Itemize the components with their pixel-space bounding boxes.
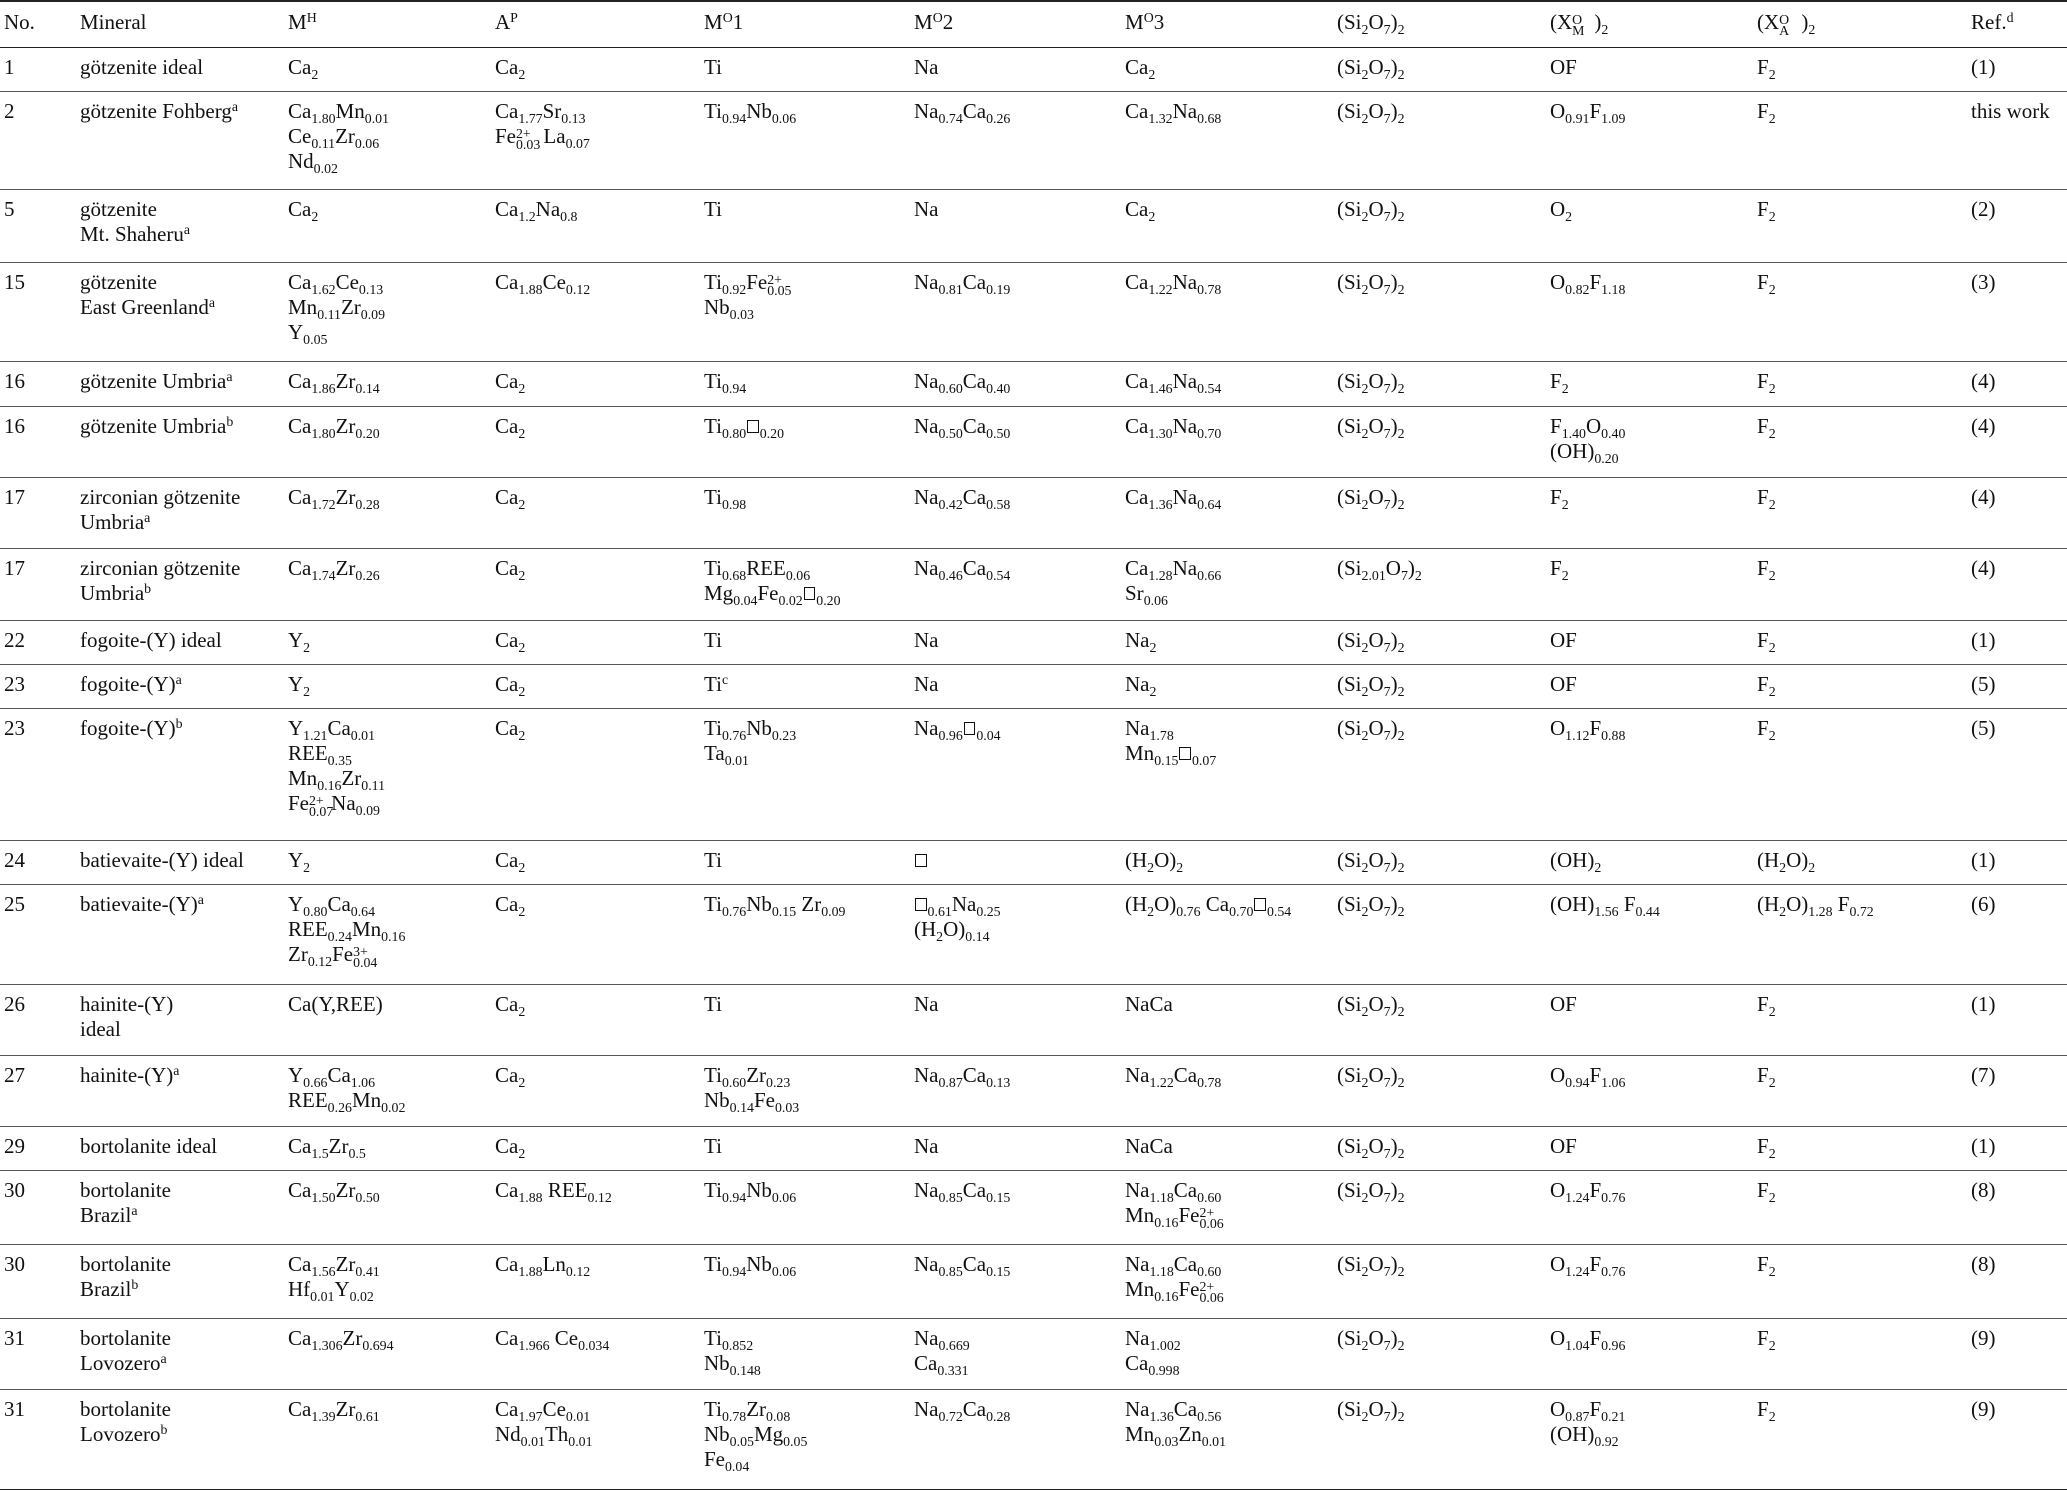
cell-mo2: $_{0.61}Na_{0.25}$ $(H_2O)_{0.14}$ [914,892,1001,944]
header-mo3: $M^O3$ [1121,1,1333,48]
cell-mh: Ca(Y,REE) [288,992,383,1016]
cell-ref: (1) [1971,628,1996,652]
cell-ap: $Ca_{1.77}Sr_{0.13}$ Fe 2+ 0.03 $La_{0.07}$ [495,99,590,153]
cell-si2o7: $(Si_2O_7)_2$ [1337,992,1405,1019]
cell-xa: $F_2$ [1757,485,1776,512]
cell-mo1: $Ti_{0.852}$ $Nb_{0.148}$ [704,1326,761,1378]
cell-mo3: $Na_{1.22}Ca_{0.78}$ [1125,1063,1222,1090]
cell-si2o7: $(Si_{2.01}O_7)_2$ [1337,556,1422,583]
cell-si2o7: $(Si_2O_7)_2$ [1337,369,1405,396]
table-body [0,48,2067,1490]
cell-si2o7: $(Si_2O_7)_2$ [1337,414,1405,441]
cell-mo2: Na [914,628,939,652]
cell-xa: $F_2$ [1757,556,1776,583]
cell-xa: $F_2$ [1757,414,1776,441]
cell-mo1: Ti [704,848,722,872]
cell-mineral: hainite-(Y) ideal [80,992,174,1041]
cell-xm: $F_2$ [1550,369,1569,396]
cell-mo2: $Na_{0.85}Ca_{0.15}$ [914,1252,1011,1279]
cell-xa: $F_2$ [1757,55,1776,82]
cell-no: 23 [4,672,25,696]
cell-mo1: $Ti_{0.76}Nb_{0.23}$ $Ta_{0.01}$ [704,716,797,768]
cell-si2o7: $(Si_2O_7)_2$ [1337,1178,1405,1205]
cell-xm: OF [1550,992,1577,1016]
cell-mo1: $Ti_{0.94}Nb_{0.06}$ [704,1178,797,1205]
cell-ap: $Ca_2$ [495,1134,526,1161]
cell-ref: (1) [1971,1134,1996,1158]
cell-mh: $Ca_2$ [288,55,319,82]
table-row [0,985,2067,1056]
cell-si2o7: $(Si_2O_7)_2$ [1337,1397,1405,1424]
cell-mineral: götzenite Mt. Shaheru$^a$ [80,197,190,246]
table-row [0,549,2067,621]
cell-mo1: Ti [704,197,722,221]
cell-mo2: $Na_{0.42}Ca_{0.58}$ [914,485,1011,512]
cell-ref: (4) [1971,369,1996,393]
cell-mo3: $Na_{1.36}Ca_{0.56}$ $Mn_{0.03}Zn_{0.01}$ [1125,1397,1227,1449]
cell-ap: $Ca_{1.97}Ce_{0.01}$ $Nd_{0.01}Th_{0.01}$ [495,1397,593,1449]
cell-ref: (7) [1971,1063,1996,1087]
cell-no: 2 [4,99,15,123]
table-row [0,1171,2067,1245]
cell-xm: OF [1550,55,1577,79]
cell-si2o7: $(Si_2O_7)_2$ [1337,1252,1405,1279]
table-row [0,885,2067,985]
cell-ref: (1) [1971,848,1996,872]
cell-ref: (8) [1971,1178,1996,1202]
cell-mo3: NaCa [1125,992,1173,1016]
table-row [0,263,2067,362]
header-mineral: Mineral [76,1,284,48]
cell-mo3: $(H_2O)_{0.76}$ $Ca_{0.70}$ $_{0.54}$ [1125,892,1292,919]
cell-mh: $Y_2$ [288,628,311,655]
header-mh: $M^H$ [284,1,491,48]
table-row [0,621,2067,665]
cell-ref: (8) [1971,1252,1996,1276]
cell-mineral: götzenite ideal [80,55,204,79]
cell-mo1: $Ti_{0.98}$ [704,485,747,512]
cell-ref: (6) [1971,892,1996,916]
cell-mh: $Y_{1.21}Ca_{0.01}$ $REE_{0.35}$ $Mn_{0.16}Zr_{0.11}$ Fe 2+ 0.07 $Na_{0.09}$ [288,716,386,820]
table-row [0,190,2067,263]
cell-xm: $F_{1.40}O_{0.40}$ $(OH)_{0.20}$ [1550,414,1626,466]
cell-mo1: Ti [704,628,722,652]
cell-mo2: $Na_{0.87}Ca_{0.13}$ [914,1063,1011,1090]
cell-mo1: $Ti_{0.94}$ [704,369,747,396]
cell-si2o7: $(Si_2O_7)_2$ [1337,716,1405,743]
cell-mh: $Ca_{1.306}Zr_{0.694}$ [288,1326,394,1353]
cell-mh: $Y_2$ [288,848,311,875]
cell-si2o7: $(Si_2O_7)_2$ [1337,55,1405,82]
cell-xm: $O_2$ [1550,197,1573,224]
cell-mo3: $Ca_{1.32}Na_{0.68}$ [1125,99,1222,126]
cell-no: 30 [4,1252,25,1276]
table-row [0,48,2067,92]
cell-mineral: bortolanite Lovozero$^b$ [80,1397,171,1446]
cell-ref: this work [1971,99,2050,123]
cell-mo1: $Ti_{0.92}Fe$ 2+ 0.05 $Nb_{0.03}$ [704,270,792,323]
header-si2o7: $(Si_2O_7)_2$ [1333,1,1546,48]
cell-no: 31 [4,1326,25,1350]
cell-mineral: batievaite-(Y) ideal [80,848,244,872]
cell-ap: $Ca_2$ [495,556,526,583]
table-row [0,92,2067,190]
cell-no: 22 [4,628,25,652]
cell-mineral: götzenite Umbria$^b$ [80,414,234,438]
cell-mo3: $Na_{1.002}$ $Ca_{0.998}$ [1125,1326,1181,1378]
cell-no: 29 [4,1134,25,1158]
cell-si2o7: $(Si_2O_7)_2$ [1337,672,1405,699]
table-row [0,709,2067,841]
cell-no: 30 [4,1178,25,1202]
cell-xa: $F_2$ [1757,716,1776,743]
cell-ap: $Ca_2$ [495,628,526,655]
cell-mo2: $Na_{0.81}Ca_{0.19}$ [914,270,1011,297]
cell-xa: $F_2$ [1757,99,1776,126]
cell-mineral: batievaite-$(Y)^a$ [80,892,204,916]
cell-mo3: $Ca_{1.30}Na_{0.70}$ [1125,414,1222,441]
cell-ap: $Ca_{1.88}Ce_{0.12}$ [495,270,591,297]
cell-si2o7: $(Si_2O_7)_2$ [1337,197,1405,224]
cell-ap: $Ca_{1.966}$ $Ce_{0.034}$ [495,1326,610,1353]
cell-no: 26 [4,992,25,1016]
cell-mo1: Ti [704,992,722,1016]
cell-mo1: $Ti_{0.80}$ $_{0.20}$ [704,414,785,441]
cell-mo2: Na [914,55,939,79]
cell-xm: $O_{1.12}F_{0.88}$ [1550,716,1626,743]
cell-ap: $Ca_{1.88}Ln_{0.12}$ [495,1252,591,1279]
cell-si2o7: $(Si_2O_7)_2$ [1337,1134,1405,1161]
cell-ref: (3) [1971,270,1996,294]
table-row [0,407,2067,478]
cell-mineral: bortolanite Brazil$^a$ [80,1178,171,1227]
cell-ap: $Ca_2$ [495,672,526,699]
cell-ap: $Ca_2$ [495,485,526,512]
cell-xa: $F_2$ [1757,1397,1776,1424]
cell-mo1: $Ti_{0.68}REE_{0.06}$ $Mg_{0.04}Fe_{0.02}$ $_{0.20}$ [704,556,841,608]
cell-mo3: $(H_2O)_2$ [1125,848,1184,875]
cell-mo3: $Ca_{1.28}Na_{0.66}$ $Sr_{0.06}$ [1125,556,1222,608]
cell-mineral: bortolanite Lovozero$^a$ [80,1326,171,1375]
cell-no: 1 [4,55,15,79]
cell-mo1: Ti [704,55,722,79]
cell-no: 5 [4,197,15,221]
cell-si2o7: $(Si_2O_7)_2$ [1337,1326,1405,1353]
cell-xa: $F_2$ [1757,1134,1776,1161]
header-ref: Ref.$^d$ [1967,1,2067,48]
cell-mo2: Na [914,672,939,696]
cell-mo1: Ti [704,1134,722,1158]
cell-mineral: götzenite East Greenland$^a$ [80,270,216,319]
cell-si2o7: $(Si_2O_7)_2$ [1337,892,1405,919]
cell-ref: (1) [1971,992,1996,1016]
cell-mh: $Ca_{1.72}Zr_{0.28}$ [288,485,380,512]
cell-mo3: $Na_2$ [1125,628,1157,655]
cell-mo3: NaCa [1125,1134,1173,1158]
header-mo1: $M^O1$ [700,1,910,48]
cell-no: 16 [4,369,25,393]
cell-mh: $Ca_{1.74}Zr_{0.26}$ [288,556,380,583]
cell-mh: $Ca_{1.62}Ce_{0.13}$ $Mn_{0.11}Zr_{0.09}$ $Y_{0.05}$ [288,270,386,347]
cell-mo2: Na [914,1134,939,1158]
cell-xm: OF [1550,672,1577,696]
cell-ap: $Ca_2$ [495,369,526,396]
table-row [0,1056,2067,1127]
cell-mo2: $Na_{0.72}Ca_{0.28}$ [914,1397,1011,1424]
table-row [0,665,2067,709]
cell-mo3: $Ca_{1.22}Na_{0.78}$ [1125,270,1222,297]
cell-ap: $Ca_2$ [495,414,526,441]
cell-xm: OF [1550,628,1577,652]
cell-mo2: $Na_{0.85}Ca_{0.15}$ [914,1178,1011,1205]
cell-si2o7: $(Si_2O_7)_2$ [1337,848,1405,875]
cell-mineral: götzenite Fohberg$^a$ [80,99,238,123]
cell-mh: $Y_2$ [288,672,311,699]
cell-mh: $Ca_{1.5}Zr_{0.5}$ [288,1134,366,1161]
cell-no: 27 [4,1063,25,1087]
cell-mo2: Na [914,992,939,1016]
cell-xm: $O_{1.04}F_{0.96}$ [1550,1326,1626,1353]
table-row [0,362,2067,407]
cell-xm: $O_{0.82}F_{1.18}$ [1550,270,1626,297]
cell-ap: $Ca_2$ [495,848,526,875]
cell-ap: $Ca_2$ [495,892,526,919]
cell-mh: $Ca_2$ [288,197,319,224]
cell-mo2: Na [914,197,939,221]
cell-mo2 [910,841,1121,885]
cell-xm: $(OH)_2$ [1550,848,1602,875]
cell-ref: (1) [1971,55,1996,79]
cell-mo2: $Na_{0.669}$ $Ca_{0.331}$ [914,1326,970,1378]
cell-no: 15 [4,270,25,294]
cell-no: 25 [4,892,25,916]
cell-mh: $Ca_{1.56}Zr_{0.41}$ $Hf_{0.01}Y_{0.02}$ [288,1252,380,1304]
cell-mo3: $Na_2$ [1125,672,1157,699]
cell-mo2: $Na_{0.74}Ca_{0.26}$ [914,99,1011,126]
table-header-row [0,1,2067,48]
cell-mo1: $Ti_{0.60}Zr_{0.23}$ $Nb_{0.14}Fe_{0.03}$ [704,1063,800,1115]
cell-mo3: $Ca_{1.46}Na_{0.54}$ [1125,369,1222,396]
cell-ref: (5) [1971,672,1996,696]
cell-xa: $F_2$ [1757,197,1776,224]
cell-xa: $(H_2O)_{1.28}$ $F_{0.72}$ [1757,892,1874,919]
table-row [0,1390,2067,1490]
cell-xm: $(OH)_{1.56}$ $F_{0.44}$ [1550,892,1660,919]
cell-xa: $(H_2O)_2$ [1757,848,1816,875]
cell-mo2: $Na_{0.60}Ca_{0.40}$ [914,369,1011,396]
header-no: No. [0,1,76,48]
cell-mo2: $Na_{0.96}$ $_{0.04}$ [914,716,1001,743]
cell-si2o7: $(Si_2O_7)_2$ [1337,1063,1405,1090]
cell-no: 17 [4,485,25,509]
cell-mineral: fogoite-$(Y)^a$ [80,672,182,696]
cell-mo1: $Ti_{0.78}Zr_{0.08}$ $Nb_{0.05}Mg_{0.05}$ $Fe_{0.04}$ [704,1397,808,1474]
cell-mineral: zirconian götzenite Umbria$^a$ [80,485,241,534]
cell-mh: $Y_{0.80}Ca_{0.64}$ $REE_{0.24}Mn_{0.16}$ $Zr_{0.12}Fe$ 3+ 0.04 [288,892,406,971]
cell-no: 23 [4,716,25,740]
cell-xm: $O_{1.24}F_{0.76}$ [1550,1178,1626,1205]
table-row [0,1127,2067,1171]
cell-ap: $Ca_2$ [495,716,526,743]
cell-ref: (9) [1971,1326,1996,1350]
cell-ref: (4) [1971,414,1996,438]
cell-xm: $O_{1.24}F_{0.76}$ [1550,1252,1626,1279]
cell-mo2: $Na_{0.46}Ca_{0.54}$ [914,556,1011,583]
header-ap: $A^P$ [491,1,700,48]
cell-no: 16 [4,414,25,438]
cell-si2o7: $(Si_2O_7)_2$ [1337,270,1405,297]
cell-no: 24 [4,848,25,872]
cell-xa: $F_2$ [1757,369,1776,396]
cell-mo1: $Ti_{0.76}Nb_{0.15}$ $Zr_{0.09}$ [704,892,846,919]
cell-xa: $F_2$ [1757,672,1776,699]
cell-mo3: $Na_{1.18}Ca_{0.60}$ $Mn_{0.16}Fe$ 2+ 0.06 [1125,1252,1224,1306]
cell-mo3: $Ca_2$ [1125,197,1156,224]
cell-mineral: hainite-$(Y)^a$ [80,1063,180,1087]
cell-no: 31 [4,1397,25,1421]
cell-ap: $Ca_2$ [495,55,526,82]
cell-xa: $F_2$ [1757,1178,1776,1205]
cell-mo3: $Ca_2$ [1125,55,1156,82]
cell-mineral: bortolanite ideal [80,1134,218,1158]
cell-ap: $Ca_2$ [495,1063,526,1090]
table-row [0,478,2067,549]
table-row [0,841,2067,885]
cell-mo1: $Ti_{0.94}Nb_{0.06}$ [704,1252,797,1279]
cell-mineral: götzenite Umbria$^a$ [80,369,233,393]
cell-mh: $Ca_{1.50}Zr_{0.50}$ [288,1178,380,1205]
cell-si2o7: $(Si_2O_7)_2$ [1337,628,1405,655]
cell-mo3: $Na_{1.18}Ca_{0.60}$ $Mn_{0.16}Fe$ 2+ 0.06 [1125,1178,1224,1232]
cell-ref: (2) [1971,197,1996,221]
cell-mineral: zirconian götzenite Umbria$^b$ [80,556,241,605]
table-row [0,1245,2067,1319]
cell-mo3: $Ca_{1.36}Na_{0.64}$ [1125,485,1222,512]
cell-mh: $Ca_{1.80}Zr_{0.20}$ [288,414,380,441]
cell-xa: $F_2$ [1757,270,1776,297]
cell-mh: $Ca_{1.39}Zr_{0.61}$ [288,1397,380,1424]
cell-si2o7: $(Si_2O_7)_2$ [1337,99,1405,126]
cell-xm: $F_2$ [1550,485,1569,512]
cell-ap: $Ca_{1.2}Na_{0.8}$ [495,197,578,224]
cell-ref: (9) [1971,1397,1996,1421]
cell-mo2: $Na_{0.50}Ca_{0.50}$ [914,414,1011,441]
cell-mineral: bortolanite Brazil$^b$ [80,1252,171,1301]
cell-mo1: Ti$^c$ [704,672,729,696]
cell-xa: $F_2$ [1757,628,1776,655]
cell-xa: $F_2$ [1757,1252,1776,1279]
header-xa: (X O A )$_2$ [1753,1,1967,48]
cell-xm: $O_{0.94}F_{1.06}$ [1550,1063,1626,1090]
cell-xa: $F_2$ [1757,992,1776,1019]
cell-ref: (5) [1971,716,1996,740]
cell-no: 17 [4,556,25,580]
cell-si2o7: $(Si_2O_7)_2$ [1337,485,1405,512]
cell-mo3: $Na_{1.78}$ $Mn_{0.15}$ $_{0.07}$ [1125,716,1217,768]
cell-ap: $Ca_{1.88}$ $REE_{0.12}$ [495,1178,612,1205]
cell-mh: $Ca_{1.86}Zr_{0.14}$ [288,369,380,396]
cell-xm: $F_2$ [1550,556,1569,583]
cell-mineral: fogoite-$(Y)^b$ [80,716,183,740]
cell-xa: $F_2$ [1757,1326,1776,1353]
cell-mineral: fogoite-(Y) ideal [80,628,222,652]
cell-xm: $O_{0.91}F_{1.09}$ [1550,99,1626,126]
cell-ref: (4) [1971,556,1996,580]
cell-mh: $Y_{0.66}Ca_{1.06}$ $REE_{0.26}Mn_{0.02}$ [288,1063,406,1115]
cell-xm: $O_{0.87}F_{0.21}$ $(OH)_{0.92}$ [1550,1397,1626,1449]
cell-xm: OF [1550,1134,1577,1158]
cell-ref: (4) [1971,485,1996,509]
header-mo2: $M^O2$ [910,1,1121,48]
header-xm: (X O M )$_2$ [1546,1,1753,48]
cell-xa: $F_2$ [1757,1063,1776,1090]
cell-ap: $Ca_2$ [495,992,526,1019]
cell-mh: $Ca_{1.80}Mn_{0.01}$ $Ce_{0.11}Zr_{0.06}$ $Nd_{0.02}$ [288,99,390,176]
table-row [0,1319,2067,1390]
cell-mo1: $Ti_{0.94}Nb_{0.06}$ [704,99,797,126]
